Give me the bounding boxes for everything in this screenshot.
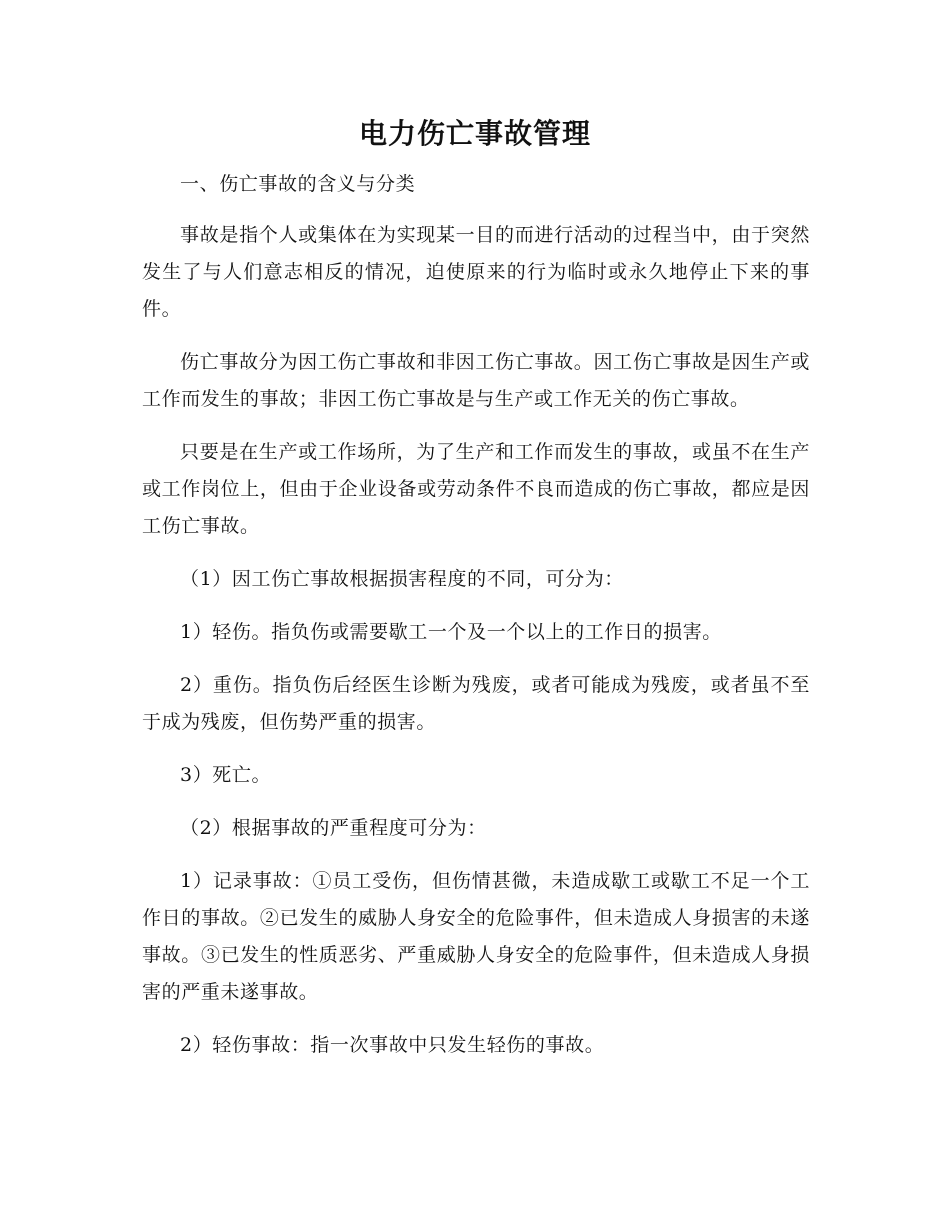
paragraph-accident-types: 伤亡事故分为因工伤亡事故和非因工伤亡事故。因工伤亡事故是因生产或工作而发生的事故；非因工伤亡事故是与生产或工作无关的伤亡事故。 [142, 351, 810, 410]
paragraph-work-accident-scope: 只要是在生产或工作场所，为了生产和工作而发生的事故，或虽不在生产或工作岗位上，但由于企业设备或劳动条件不良而造成的伤亡事故，都应是因工伤亡事故。 [142, 441, 810, 537]
list-item-recorded-accident: 1）记录事故：①员工受伤，但伤情甚微，未造成歇工或歇工不足一个工作日的事故。②已发生的威胁人身安全的危险事件，但未造成人身损害的未遂事故。③已发生的性质恶劣、严重威胁人身安全的危险事件，但未造成人身损害的严重未遂事故。 [142, 870, 810, 1003]
list-item-minor-injury: 1）轻伤。指负伤或需要歇工一个及一个以上的工作日的损害。 [180, 621, 722, 643]
document-body [142, 166, 810, 1080]
document-title: 电力伤亡事故管理 [358, 117, 591, 150]
paragraph-accident-definition: 事故是指个人或集体在为实现某一目的而进行活动的过程当中，由于突然发生了与人们意志相反的情况，迫使原来的行为临时或永久地停止下来的事件。 [142, 224, 810, 320]
list-item-death: 3）死亡。 [180, 764, 272, 786]
list-item-serious-injury: 2）重伤。指负伤后经医生诊断为残废，或者可能成为残废，或者虽不至于成为残废，但伤势严重的损害。 [142, 674, 810, 733]
paragraph-classification-by-severity: （2）根据事故的严重程度可分为： [180, 817, 487, 839]
section-heading: 一、伤亡事故的含义与分类 [180, 173, 416, 195]
paragraph-classification-by-harm: （1）因工伤亡事故根据损害程度的不同，可分为： [180, 568, 624, 590]
list-item-minor-injury-accident: 2）轻伤事故：指一次事故中只发生轻伤的事故。 [180, 1034, 605, 1056]
